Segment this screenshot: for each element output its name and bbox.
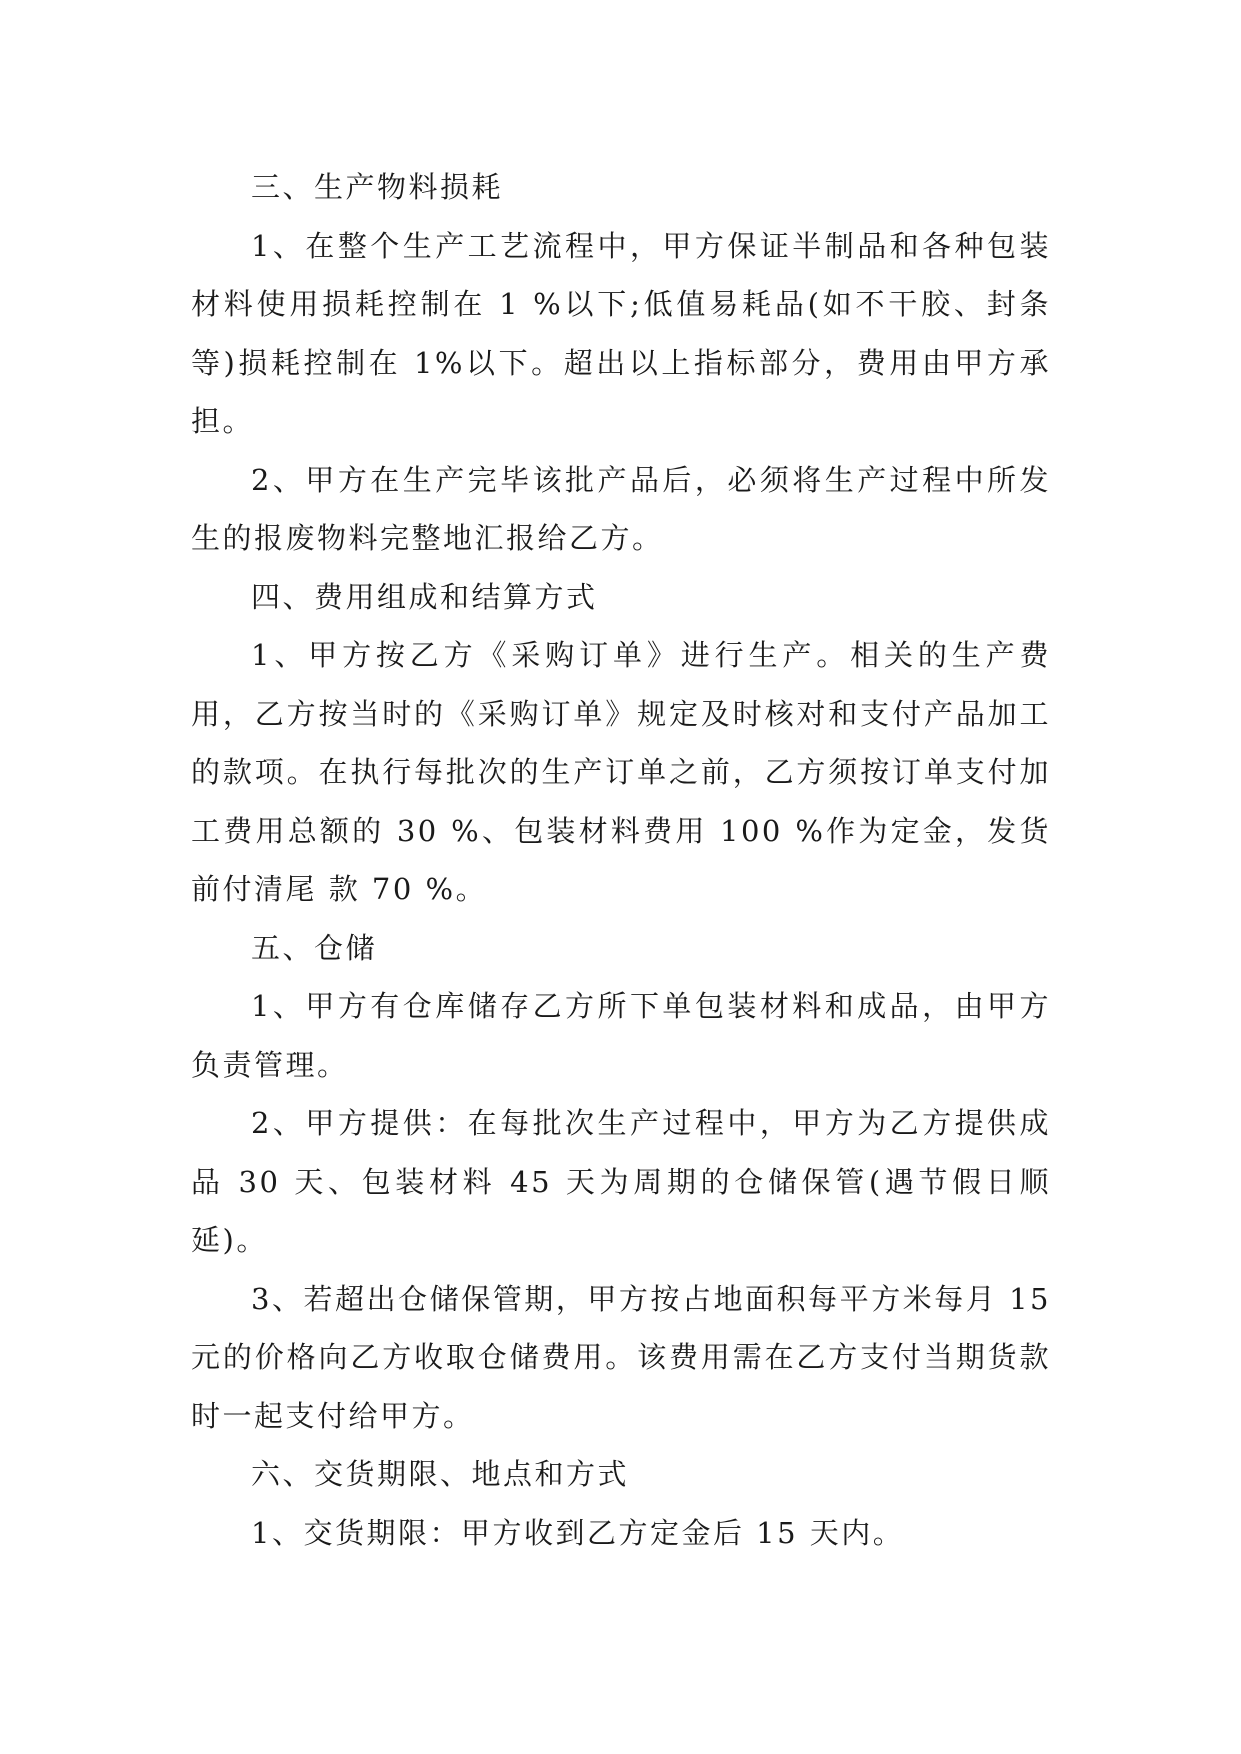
- document-body: [191, 158, 1051, 1562]
- section-heading-delivery: 六、交货期限、地点和方式: [251, 1457, 630, 1491]
- paragraph-loss-control: 1、在整个生产工艺流程中，甲方保证半制品和各种包装材料使用损耗控制在 1 %以下;低值易耗品(如不干胶、封条等)损耗控制在 1%以下。超出以上指标部分，费用由甲方承担。: [191, 228, 1051, 438]
- paragraph-warehouse: 1、甲方有仓库储存乙方所下单包装材料和成品，由甲方负责管理。: [191, 989, 1051, 1082]
- paragraph-storage-fee: 3、若超出仓储保管期，甲方按占地面积每平方米每月 15 元的价格向乙方收取仓储费用。该费用需在乙方支付当期货款时一起支付给甲方。: [191, 1281, 1051, 1433]
- paragraph-delivery-term: 1、交货期限：甲方收到乙方定金后 15 天内。: [251, 1515, 905, 1550]
- paragraph-scrap-report: 2、甲方在生产完毕该批产品后，必须将生产过程中所发生的报废物料完整地汇报给乙方。: [191, 462, 1051, 555]
- section-heading-material-loss: 三、生产物料损耗: [251, 170, 504, 204]
- section-heading-fees-settlement: 四、费用组成和结算方式: [251, 579, 598, 614]
- paragraph-storage-period: 2、甲方提供：在每批次生产过程中，甲方为乙方提供成品 30 天、包装材料 45 天为周期的仓储保管(遇节假日顺延)。: [191, 1106, 1051, 1257]
- section-heading-storage: 五、仓储: [251, 930, 378, 965]
- paragraph-payment-terms: 1、甲方按乙方《采购订单》进行生产。相关的生产费用，乙方按当时的《采购订单》规定及时核对和支付产品加工的款项。在执行每批次的生产订单之前，乙方须按订单支付加工费用总额的 30 %、包装材料费用 100 %作为定金，发货前付清尾 款 70 %。: [191, 638, 1051, 906]
